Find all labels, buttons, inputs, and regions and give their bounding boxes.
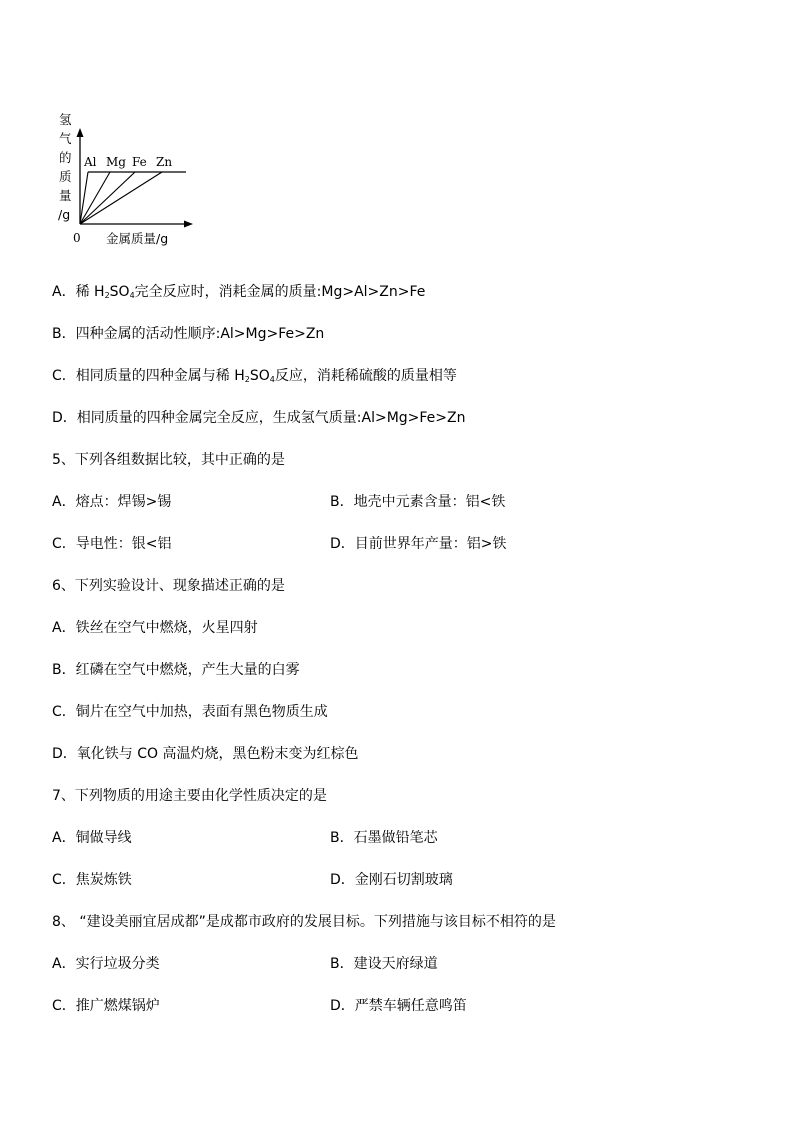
q4-c-sub1: 2 <box>244 375 250 384</box>
q4-a-sub2: 4 <box>129 291 135 300</box>
q4-c-suffix: 反应，消耗稀硫酸的质量相等 <box>274 368 457 384</box>
q7-option-c: C．焦炭炼铁 <box>52 872 132 888</box>
x-axis-label: 金属质量/g <box>106 231 169 246</box>
q4-c-sub2: 4 <box>269 375 275 384</box>
q8-option-c: C．推广燃煤锅炉 <box>52 998 160 1014</box>
q7-option-b: B．石墨做铅笔芯 <box>330 830 438 846</box>
q4-c-h: H <box>234 368 245 384</box>
q8-stem: 8、 “建设美丽宜居成都”是成都市政府的发展目标。下列措施与该目标不相符的是 <box>52 914 556 930</box>
y-axis-arrow <box>77 128 84 137</box>
q4-option-c <box>52 367 457 385</box>
y-label-char: 的 <box>59 150 72 165</box>
q4-option-d: D．相同质量的四种金属完全反应，生成氢气质量:Al>Mg>Fe>Zn <box>52 410 466 426</box>
q4-option-a <box>52 283 425 301</box>
q8-option-b: B．建设天府绿道 <box>330 956 438 972</box>
q5-stem: 5、下列各组数据比较，其中正确的是 <box>52 452 285 468</box>
series-line-zn <box>80 172 162 224</box>
q4-c-prefix: C．相同质量的四种金属与稀 <box>52 368 235 384</box>
q7-stem: 7、下列物质的用途主要由化学性质决定的是 <box>52 788 327 804</box>
q6-option-a: A．铁丝在空气中燃烧，火星四射 <box>52 620 258 636</box>
metal-label: Fe <box>132 155 147 169</box>
q4-a-suffix: 完全反应时，消耗金属的质量:Mg>Al>Zn>Fe <box>134 284 426 300</box>
y-label-char: 量 <box>59 188 72 203</box>
q4-a-sub1: 2 <box>104 291 110 300</box>
q5-option-a: A．熔点：焊锡>锡 <box>52 494 172 510</box>
q4-option-b: B．四种金属的活动性顺序:Al>Mg>Fe>Zn <box>52 326 325 342</box>
y-label-char: 氢 <box>59 112 72 127</box>
x-axis-arrow <box>184 221 193 228</box>
q4-a-so: SO <box>109 284 130 300</box>
q8-option-d: D．严禁车辆任意鸣笛 <box>330 998 467 1014</box>
graph-svg <box>52 108 202 253</box>
metal-label: Al <box>84 155 97 169</box>
q6-option-d: D．氧化铁与 CO 高温灼烧，黑色粉末变为红棕色 <box>52 746 359 762</box>
metal-label: Mg <box>106 155 126 169</box>
q6-option-c: C．铜片在空气中加热，表面有黑色物质生成 <box>52 704 328 720</box>
series-line-fe <box>80 172 135 224</box>
origin-label: 0 <box>73 231 81 245</box>
q5-option-c: C．导电性：银<铝 <box>52 536 172 552</box>
q8-option-a: A．实行垃圾分类 <box>52 956 160 972</box>
q7-option-a: A．铜做导线 <box>52 830 132 846</box>
q7-option-d: D．金刚石切割玻璃 <box>330 872 453 888</box>
q4-c-so: SO <box>249 368 270 384</box>
q6-stem: 6、下列实验设计、现象描述正确的是 <box>52 578 285 594</box>
y-label-char: /g <box>58 207 71 222</box>
y-label-char: 质 <box>59 169 72 184</box>
q4-a-prefix: A．稀 <box>52 284 95 300</box>
metal-label: Zn <box>156 155 173 169</box>
q5-option-b: B．地壳中元素含量：铝<铁 <box>330 494 506 510</box>
q4-a-h: H <box>94 284 105 300</box>
hydrogen-mass-graph <box>52 108 202 253</box>
q5-option-d: D．目前世界年产量：铝>铁 <box>330 536 507 552</box>
y-label-char: 气 <box>59 131 72 146</box>
q6-option-b: B．红磷在空气中燃烧，产生大量的白雾 <box>52 662 300 678</box>
